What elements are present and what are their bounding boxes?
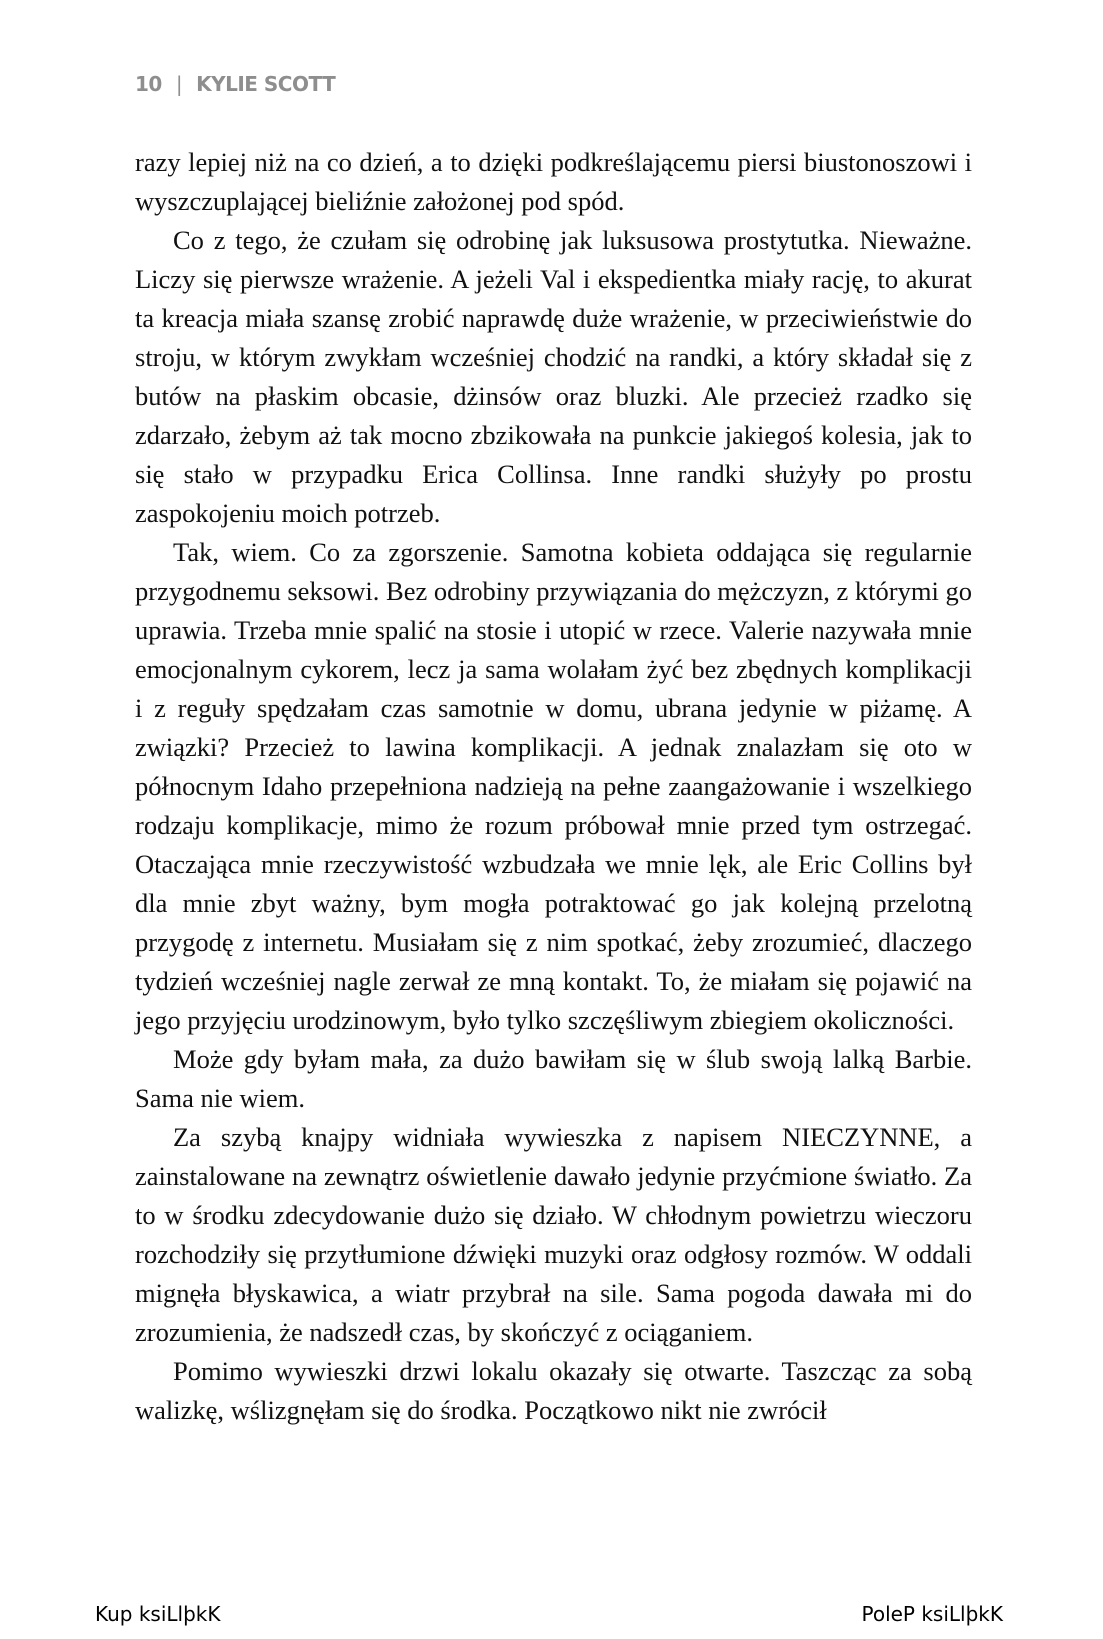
recommend-book-link[interactable]: PoleP ksiLlþkK [861, 1602, 1003, 1626]
paragraph-2: Co z tego, że czułam się odrobinę jak luksusowa prostytutka. Nieważne. Liczy się pierwsze wrażenie. A jeżeli Val i ekspedientka miały rację, to akurat ta kreacja miała szansę zrobić naprawdę duże wrażenie, w przeciwieństwie do stroju, w którym zwykłam wcześniej chodzić na randki, a który składał się z butów na płaskim obcasie, dżinsów oraz bluzki. Ale przecież rzadko się zdarzało, żebym aż tak mocno zbzikowała na punkcie jakiegoś kolesia, jak to się stało w przypadku Erica Collinsa. Inne randki służyły po prostu zaspokojeniu moich potrzeb. [135, 225, 972, 528]
buy-book-link[interactable]: Kup ksiLlþkK [95, 1602, 221, 1626]
footer-right [861, 1602, 1003, 1626]
page-number: 10 [135, 72, 162, 96]
author-name: KYLIE SCOTT [196, 72, 336, 96]
paragraph-4: Może gdy byłam mała, za dużo bawiłam się w ślub swoją lalką Barbie. Sama nie wiem. [135, 1044, 972, 1113]
running-head [135, 68, 335, 100]
footer-left [95, 1602, 221, 1626]
paragraph-3: Tak, wiem. Co za zgorszenie. Samotna kobieta oddająca się regularnie przygodnemu seksowi. Bez odrobiny przywiązania do mężczyzn, z którymi go uprawia. Trzeba mnie spalić na stosie i utopić w rzece. Valerie nazywała mnie emocjonalnym cykorem, lecz ja sama wolałam żyć bez zbędnych komplikacji i z reguły spędzałam czas samotnie w domu, ubrana jedynie w piżamę. A związki? Przecież to lawina komplikacji. A jednak znalazłam się oto w północnym Idaho przepełniona nadzieją na pełne zaangażowanie i wszelkiego rodzaju komplikacje, mimo że rozum próbował mnie przed tym ostrzegać. Otaczająca mnie rzeczywistość wzbudzała we mnie lęk, ale Eric Collins był dla mnie zbyt ważny, bym mogła potraktować go jak kolejną przelotną przygodę z internetu. Musiałam się z nim spotkać, żeby zrozumieć, dlaczego tydzień wcześniej nagle zerwał ze mną kontakt. To, że miałam się pojawić na jego przyjęciu urodzinowym, było tylko szczęśliwym zbiegiem okoliczności. [135, 537, 972, 1035]
paragraph-5: Za szybą knajpy widniała wywieszka z napisem NIECZYNNE, a zainstalowane na zewnątrz oświetlenie dawało jedynie przyćmione światło. Za to w środku zdecydowanie dużo się działo. W chłodnym powietrzu wieczoru rozchodziły się przytłumione dźwięki muzyki oraz odgłosy rozmów. W oddali mignęła błyskawica, a wiatr przybrał na sile. Sama pogoda dawała mi do zrozumienia, że nadszedł czas, by skończyć z ociąganiem. [135, 1122, 972, 1347]
paragraph-1: razy lepiej niż na co dzień, a to dzięki podkreślającemu piersi biustonoszowi i wyszczuplającej bieliźnie założonej pod spód. [135, 147, 972, 216]
body-text [135, 143, 972, 1430]
paragraph-6: Pomimo wywieszki drzwi lokalu okazały się otwarte. Taszcząc za sobą walizkę, wślizgnęłam się do środka. Początkowo nikt nie zwrócił [135, 1356, 972, 1425]
header-separator: | [175, 72, 183, 96]
